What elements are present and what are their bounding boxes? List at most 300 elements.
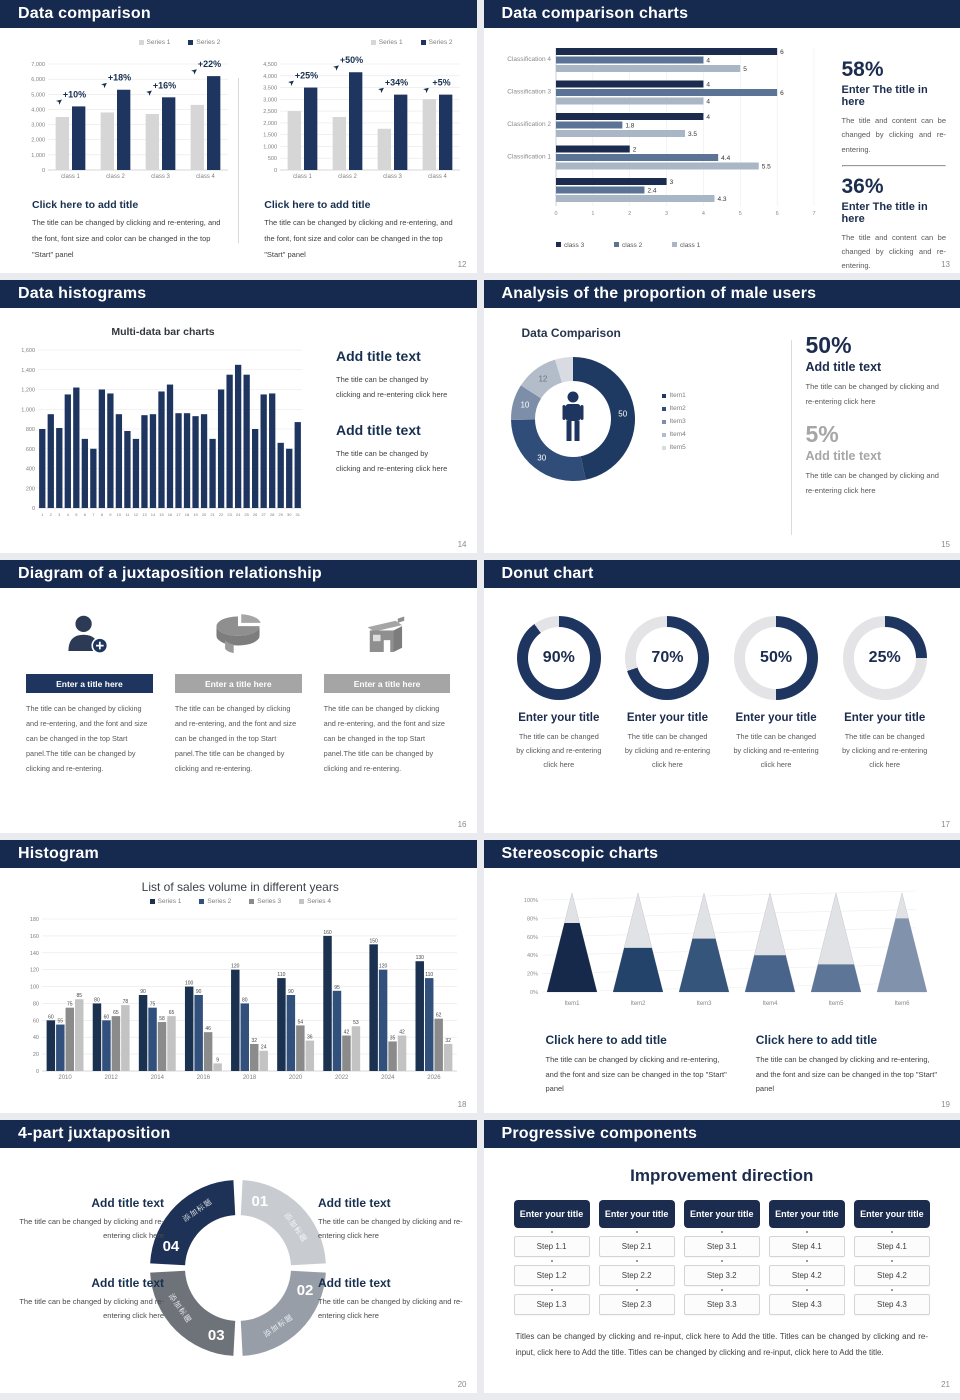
svg-text:2: 2 [49, 512, 52, 517]
svg-text:3,000: 3,000 [263, 97, 278, 104]
legend-item: Series 4 [299, 898, 331, 905]
connector-dot [551, 1231, 553, 1233]
cone-chart [498, 876, 941, 1027]
svg-text:9: 9 [215, 1057, 219, 1064]
bar [296, 1025, 304, 1071]
bar [556, 130, 685, 137]
bar [90, 449, 96, 508]
page-number: 18 [457, 1100, 467, 1109]
bar [72, 106, 85, 170]
svg-text:31: 31 [295, 512, 300, 517]
chart-title: List of sales volume in different years [141, 880, 339, 894]
cone-fill [547, 923, 597, 992]
svg-text:class 2: class 2 [338, 174, 358, 180]
connector-dot [721, 1231, 723, 1233]
column-title-bar[interactable]: Enter a title here [175, 674, 302, 693]
step-box[interactable]: Step 2.3 [599, 1294, 675, 1315]
legend-item: Item4 [662, 431, 686, 438]
svg-text:8: 8 [100, 512, 103, 517]
svg-text:90: 90 [287, 989, 294, 995]
legend-item: Item5 [662, 444, 686, 451]
slide-title-bar [0, 280, 477, 308]
bar [556, 178, 667, 185]
svg-text:2: 2 [632, 146, 636, 154]
svg-text:17: 17 [176, 512, 181, 517]
bar [175, 413, 181, 508]
block-body: The title can be changed by clicking and re-entering click here [318, 1217, 463, 1241]
svg-text:13: 13 [142, 512, 147, 517]
bar [556, 163, 759, 170]
svg-text:class 2: class 2 [106, 174, 125, 180]
growth-arrow-icon: ➤ [421, 83, 433, 96]
svg-text:7: 7 [92, 512, 95, 517]
block-body: The title can be changed by clicking and re-entering click here [336, 449, 448, 473]
svg-text:65: 65 [112, 1010, 119, 1017]
bar [141, 415, 147, 508]
bar [342, 1036, 350, 1071]
growth-arrow-icon: ➤ [376, 83, 388, 96]
step-box[interactable]: Step 3.2 [684, 1265, 760, 1286]
svg-text:95: 95 [333, 984, 340, 991]
bar [102, 1020, 110, 1071]
slide-title: 4-part juxtaposition [18, 1125, 171, 1142]
svg-text:1: 1 [590, 211, 594, 217]
bar [304, 88, 317, 170]
svg-text:6,000: 6,000 [31, 77, 45, 84]
slide-title-bar [484, 1120, 960, 1148]
connector-dot [636, 1289, 638, 1291]
bar [226, 375, 232, 508]
svg-text:23: 23 [227, 512, 232, 517]
slide-title: Donut chart [501, 565, 594, 582]
connector-dot [891, 1260, 893, 1262]
step-column [854, 1200, 930, 1315]
svg-text:160: 160 [29, 933, 39, 940]
footer-note: Titles can be changed by clicking and re-input, click here to Add the title. Titles can be changed by clicking and re-input, click here to Add the title. Titles can be changed by clicking and re-input, click here to Add the title. [515, 1332, 928, 1357]
svg-text:0: 0 [274, 168, 278, 174]
slide-juxtaposition-relationship[interactable] [0, 560, 477, 833]
grouped-bar-chart [252, 48, 460, 189]
slide-title-bar [0, 560, 477, 588]
block-body: The title can be changed by clicking and re-entering, and the font, font size and color can be changed in the top "Start" panel [264, 218, 453, 259]
svg-text:10: 10 [116, 512, 122, 517]
svg-text:30: 30 [286, 512, 292, 517]
ring-percent: 90% [528, 627, 590, 689]
step-column-header[interactable]: Enter your title [684, 1200, 760, 1228]
svg-text:2.4: 2.4 [646, 187, 657, 195]
block-heading: Add title text [318, 1196, 391, 1210]
step-column [599, 1200, 675, 1315]
bar [116, 414, 122, 508]
svg-text:1.8: 1.8 [624, 122, 634, 130]
page-number: 17 [941, 820, 950, 829]
svg-text:4: 4 [705, 57, 710, 65]
svg-text:1,500: 1,500 [263, 132, 278, 139]
stat-heading: Add title text [805, 360, 882, 374]
stat-percent: 50% [805, 332, 852, 358]
bar [277, 978, 285, 1071]
stats-panel [842, 42, 947, 273]
svg-text:7: 7 [811, 211, 816, 217]
bar [305, 1041, 313, 1071]
svg-text:25: 25 [244, 512, 249, 517]
stat-block [842, 58, 947, 157]
slide-title: Analysis of the proportion of male users [501, 285, 817, 302]
svg-text:4.4: 4.4 [720, 155, 730, 162]
ring-body: The title can be changed by clicking and re-entering click here [516, 732, 602, 769]
bar [286, 449, 292, 508]
bar [194, 995, 202, 1071]
svg-text:3: 3 [669, 179, 673, 186]
slide-data-comparison-charts[interactable] [484, 0, 960, 273]
svg-text:+22%: +22% [197, 59, 222, 70]
svg-text:53: 53 [352, 1020, 359, 1027]
bar [39, 429, 45, 508]
svg-text:32: 32 [445, 1037, 451, 1044]
svg-text:24: 24 [260, 1044, 267, 1051]
slide-4-part-juxtaposition[interactable] [0, 1120, 477, 1393]
bar [394, 95, 407, 170]
female-user-add-icon [26, 606, 153, 664]
svg-text:Item6: Item6 [894, 1001, 910, 1007]
connector-dot [891, 1231, 893, 1233]
slide-title: Progressive components [501, 1125, 698, 1142]
svg-text:3,500: 3,500 [263, 85, 278, 92]
cone-fill [877, 918, 927, 992]
legend-item: Series 1 [139, 39, 171, 46]
text-block [12, 1196, 164, 1244]
slide-title-bar [484, 560, 960, 588]
svg-text:Classification 3: Classification 3 [506, 88, 551, 96]
step-column-header[interactable]: Enter your title [514, 1200, 590, 1228]
slide-histogram[interactable] [0, 840, 477, 1113]
step-box[interactable]: Step 3.1 [684, 1236, 760, 1257]
legend-item: Item3 [662, 418, 686, 425]
bar [101, 112, 114, 170]
column [324, 606, 451, 833]
donut-ring-card [620, 616, 715, 833]
stat-body: The title and content can be changed by clicking and re-entering. [841, 116, 946, 154]
svg-text:100: 100 [29, 984, 39, 991]
step-column-header[interactable]: Enter your title [599, 1200, 675, 1228]
svg-text:4,000: 4,000 [263, 73, 278, 80]
bar [167, 1016, 175, 1071]
stat-percent: 36% [841, 174, 884, 198]
bar [388, 1041, 396, 1071]
column-title-bar[interactable]: Enter a title here [324, 674, 451, 693]
svg-text:60: 60 [103, 1014, 109, 1021]
text-block [318, 1196, 470, 1244]
svg-text:Item1: Item1 [564, 1001, 580, 1007]
svg-text:46: 46 [205, 1026, 211, 1033]
section-heading: Improvement direction [630, 1166, 814, 1185]
bar [191, 105, 204, 170]
block-heading: Add title text [336, 422, 421, 438]
svg-text:54: 54 [297, 1019, 303, 1026]
svg-text:75: 75 [66, 1001, 73, 1008]
step-box[interactable]: Step 4.3 [769, 1294, 845, 1315]
bar [556, 98, 703, 105]
bar [295, 422, 301, 508]
svg-text:180: 180 [29, 917, 39, 923]
growth-arrow-icon: ➤ [331, 61, 343, 73]
divider [791, 340, 792, 535]
step-box[interactable]: Step 1.3 [514, 1294, 590, 1315]
connector-dot [806, 1260, 808, 1262]
bar [158, 391, 164, 508]
svg-text:18: 18 [184, 512, 190, 517]
svg-text:50: 50 [617, 409, 627, 419]
bar [556, 48, 777, 55]
bar [46, 1020, 54, 1071]
text-block [756, 1033, 940, 1097]
ring-body: The title can be changed by clicking and re-entering click here [624, 732, 711, 769]
step-column-header[interactable]: Enter your title [769, 1200, 845, 1228]
column [175, 606, 302, 833]
bar [444, 1044, 452, 1071]
svg-text:24: 24 [235, 512, 241, 517]
svg-text:100%: 100% [523, 898, 538, 904]
bar [209, 439, 215, 508]
histogram-panel [8, 320, 318, 553]
svg-text:42: 42 [399, 1029, 405, 1036]
svg-text:2,000: 2,000 [31, 137, 45, 144]
svg-text:4: 4 [66, 512, 69, 517]
block-heading: Click here to add title [545, 1033, 667, 1047]
svg-text:6: 6 [779, 90, 784, 97]
svg-text:42: 42 [343, 1029, 349, 1036]
step-column-header[interactable]: Enter your title [854, 1200, 930, 1228]
step-columns [514, 1200, 931, 1315]
chart-legend [12, 895, 469, 907]
svg-text:20: 20 [201, 512, 207, 517]
stat-percent: 58% [841, 58, 884, 81]
bar [201, 414, 207, 508]
bar [243, 375, 249, 508]
svg-text:28: 28 [269, 512, 275, 517]
svg-text:62: 62 [435, 1012, 442, 1019]
bar [82, 439, 88, 508]
donut-chart-svg [500, 346, 646, 492]
svg-text:+5%: +5% [432, 77, 451, 88]
step-box[interactable]: Step 2.1 [599, 1236, 675, 1257]
connector-dot [636, 1231, 638, 1233]
bar [333, 991, 341, 1071]
bar [556, 65, 740, 72]
bar [556, 113, 703, 120]
ring-percent: 70% [636, 627, 698, 689]
step-box[interactable]: Step 1.1 [514, 1236, 590, 1257]
slide-body [484, 588, 960, 833]
svg-text:60: 60 [32, 1018, 39, 1025]
bar [185, 987, 193, 1071]
donut-ring-card [837, 616, 932, 833]
bar [139, 995, 147, 1071]
svg-text:12: 12 [537, 374, 547, 384]
donut-panel [500, 318, 785, 553]
svg-text:11: 11 [125, 512, 130, 517]
svg-text:4,500: 4,500 [263, 62, 278, 68]
bar [269, 393, 275, 508]
svg-text:1,400: 1,400 [21, 367, 35, 374]
svg-text:Classification 4: Classification 4 [506, 56, 551, 63]
bar [121, 1005, 129, 1071]
svg-text:3,000: 3,000 [31, 122, 45, 129]
svg-text:class 1: class 1 [293, 174, 313, 180]
bar-chart-svg [252, 48, 464, 184]
bar [556, 89, 777, 96]
svg-text:1,000: 1,000 [263, 144, 278, 151]
growth-arrow-icon: ➤ [286, 76, 298, 89]
bar [556, 195, 714, 202]
bar [162, 97, 175, 170]
svg-text:0: 0 [553, 211, 558, 217]
step-box[interactable]: Step 4.1 [769, 1236, 845, 1257]
legend-item: Series 1 [371, 39, 403, 46]
bar [333, 117, 346, 170]
bar [204, 1032, 212, 1071]
svg-text:2012: 2012 [104, 1075, 118, 1081]
svg-text:+50%: +50% [340, 55, 364, 66]
slide-body [0, 588, 477, 833]
svg-text:+34%: +34% [385, 77, 409, 88]
step-box[interactable]: Step 4.2 [769, 1265, 845, 1286]
svg-text:5: 5 [75, 512, 78, 517]
svg-text:400: 400 [25, 466, 35, 473]
legend-item: Series 2 [199, 898, 231, 905]
donut-ring-card [729, 616, 824, 833]
bar [323, 936, 331, 1071]
step-box[interactable]: Step 3.3 [684, 1294, 760, 1315]
slide-male-users-proportion[interactable] [484, 280, 960, 553]
step-box[interactable]: Step 1.2 [514, 1265, 590, 1286]
slide-title-bar [484, 0, 960, 28]
bar [207, 76, 220, 170]
svg-text:Item2: Item2 [630, 1001, 646, 1007]
bar [261, 394, 267, 508]
bar [556, 187, 644, 194]
svg-text:4: 4 [701, 211, 705, 217]
svg-text:21: 21 [210, 512, 215, 517]
bar [192, 416, 198, 508]
svg-text:class 3: class 3 [383, 174, 403, 180]
step-box[interactable]: Step 2.2 [599, 1265, 675, 1286]
bar [73, 388, 79, 508]
slide-stereoscopic-charts[interactable] [484, 840, 960, 1113]
bar [184, 413, 190, 508]
text-block [546, 1033, 730, 1097]
slide-progressive-components[interactable] [484, 1120, 960, 1393]
page-number: 16 [457, 820, 467, 829]
bar-chart-svg [18, 907, 463, 1085]
slide-title-bar [484, 840, 960, 868]
svg-text:01: 01 [251, 1192, 269, 1210]
slide-title: Histogram [18, 845, 99, 862]
bar [250, 1044, 258, 1071]
column-body: The title can be changed by clicking and re-entering, and the font and size can be changed in the top Start panel.The title can be changed by clicking and re-entering. [26, 704, 148, 773]
block-body: The title can be changed by clicking and re-entering, and the font and size can be changed in the top "Start" panel [755, 1055, 938, 1094]
bar [218, 390, 224, 509]
page-number: 14 [457, 540, 467, 549]
svg-text:6: 6 [779, 49, 784, 56]
svg-text:4: 4 [705, 114, 710, 121]
chart-title: Data Comparison [521, 326, 621, 340]
bar [75, 999, 83, 1071]
legend-item: Series 3 [249, 898, 281, 905]
block-body: The title can be changed by clicking and re-entering click here [318, 1297, 463, 1321]
svg-text:0: 0 [31, 506, 35, 512]
slide-data-comparison[interactable] [0, 0, 477, 273]
bar [148, 1008, 156, 1071]
ring-title: Enter your title [626, 712, 709, 724]
stat-body: The title and content can be changed by clicking and re-entering. [841, 232, 946, 271]
svg-text:class 4: class 4 [428, 174, 448, 180]
slide-data-histograms[interactable] [0, 280, 477, 553]
svg-text:+10%: +10% [62, 89, 87, 100]
svg-text:1,600: 1,600 [21, 348, 35, 354]
ring-title: Enter your title [844, 712, 926, 724]
svg-text:160: 160 [323, 929, 332, 936]
svg-text:添加标题: 添加标题 [181, 1196, 215, 1224]
bar [231, 970, 239, 1071]
svg-text:500: 500 [268, 156, 278, 163]
svg-text:130: 130 [415, 955, 424, 962]
column-title-bar[interactable]: Enter a title here [26, 674, 153, 693]
cone-fill [745, 955, 795, 992]
ring-percent: 50% [745, 627, 807, 689]
stat-block [842, 175, 947, 273]
svg-text:2014: 2014 [150, 1075, 164, 1081]
connector-dot [891, 1289, 893, 1291]
svg-text:2026: 2026 [427, 1075, 441, 1081]
grouped-bar-chart [20, 48, 228, 189]
slide-donut-chart[interactable] [484, 560, 960, 833]
svg-text:20: 20 [32, 1052, 39, 1059]
block-heading: Add title text [91, 1276, 164, 1290]
svg-text:1,000: 1,000 [31, 152, 45, 159]
bar-chart-svg [20, 48, 232, 184]
building-icon [324, 606, 451, 664]
growth-arrow-icon: ➤ [189, 65, 201, 77]
bar [423, 99, 436, 170]
step-box[interactable]: Step 4.1 [854, 1236, 930, 1257]
bar [379, 970, 387, 1071]
step-column [684, 1200, 760, 1315]
svg-text:5: 5 [742, 66, 747, 73]
svg-text:添加标题: 添加标题 [166, 1291, 194, 1325]
progress-ring [625, 616, 709, 700]
connector-dot [551, 1260, 553, 1262]
step-column [514, 1200, 590, 1315]
svg-text:class 2: class 2 [621, 242, 642, 249]
step-box[interactable]: Step 4.2 [854, 1265, 930, 1286]
progress-ring [517, 616, 601, 700]
block-heading: Click here to add title [755, 1033, 878, 1047]
step-column [769, 1200, 845, 1315]
svg-text:class 1: class 1 [679, 242, 700, 249]
svg-text:32: 32 [251, 1037, 257, 1044]
growth-arrow-icon: ➤ [54, 95, 66, 107]
svg-text:Item5: Item5 [828, 1001, 844, 1007]
ring-percent: 25% [854, 627, 916, 689]
segmented-wheel-diagram [140, 1170, 336, 1371]
bar [259, 1051, 267, 1071]
chart-title: Multi-data bar charts [111, 326, 215, 338]
step-box[interactable]: Step 4.3 [854, 1294, 930, 1315]
svg-text:Classification 1: Classification 1 [506, 153, 551, 161]
slide-title: Data comparison [18, 5, 151, 22]
column-body: The title can be changed by clicking and re-entering, and the font and size can be changed in the top Start panel.The title can be changed by clicking and re-entering. [323, 704, 445, 773]
